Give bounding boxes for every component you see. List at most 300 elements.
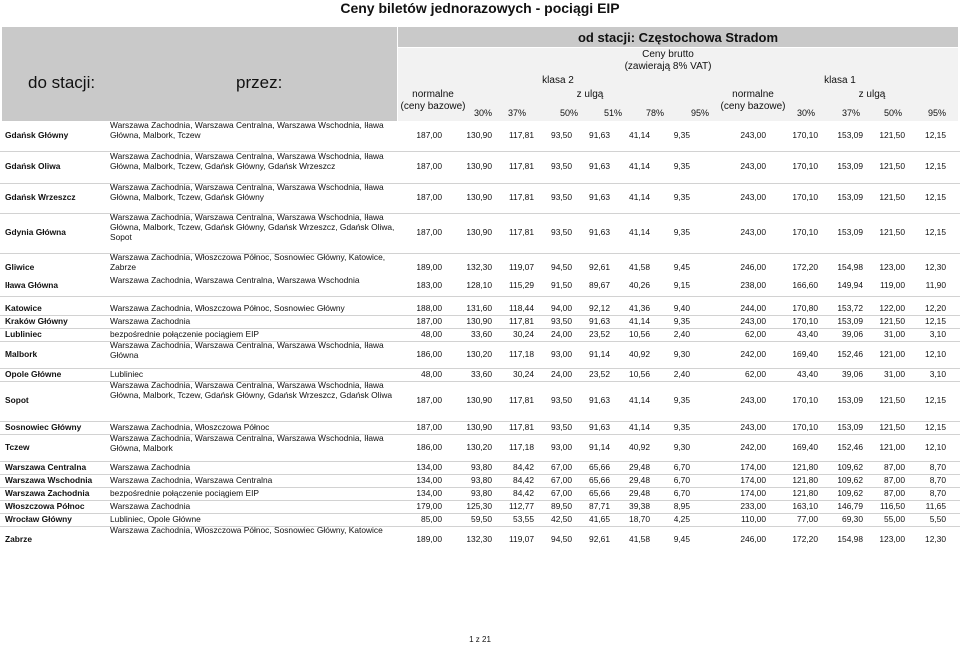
price-cell: 42,50 [551, 513, 572, 524]
price-cell: 187,00 [416, 227, 442, 237]
destination-station: Gdynia Główna [5, 227, 66, 237]
price-cell: 187,00 [416, 395, 442, 405]
route-via: Warszawa Zachodnia, Włoszczowa Północ, Sosnowiec Główny, Katowice, Zabrze [110, 252, 386, 272]
price-cell: 187,00 [416, 315, 442, 326]
price-cell: 186,00 [416, 348, 442, 359]
price-cell: 174,00 [740, 487, 766, 498]
price-cell: 117,81 [509, 130, 534, 140]
price-cell: 115,29 [509, 280, 534, 290]
destination-station: Kraków Główny [5, 315, 68, 326]
price-cell: 91,63 [589, 227, 610, 237]
price-cell: 31,00 [884, 368, 905, 379]
price-cell: 12,15 [925, 395, 946, 405]
price-cell: 121,50 [879, 421, 905, 432]
price-cell: 39,38 [629, 500, 650, 511]
route-via: Warszawa Zachodnia, Warszawa Centralna, Warszawa Wschodnia, Iława Główna, Malbork [110, 433, 384, 453]
price-cell: 65,66 [589, 487, 610, 498]
destination-station: Lubliniec [5, 328, 42, 339]
destination-station: Gdańsk Główny [5, 130, 69, 140]
price-cell: 87,00 [884, 487, 905, 498]
price-cell: 130,90 [466, 130, 492, 140]
price-cell: 8,70 [929, 487, 946, 498]
price-cell: 183,00 [416, 280, 442, 290]
price-cell: 93,50 [551, 395, 572, 405]
price-cell: 109,62 [837, 474, 863, 485]
price-cell: 8,70 [929, 461, 946, 472]
price-cell: 117,81 [509, 421, 534, 432]
price-cell: 153,09 [837, 421, 863, 432]
destination-station: Katowice [5, 302, 42, 313]
route-via: Warszawa Zachodnia, Warszawa Centralna, Warszawa Wschodnia, Iława Główna, Malbork, Tczew [110, 120, 384, 140]
class1-discount-95: 95% [927, 108, 946, 118]
route-via: Lubliniec [110, 368, 144, 379]
price-cell: 12,15 [925, 192, 946, 202]
price-title: Ceny brutto [642, 49, 694, 60]
destination-station: Zabrze [5, 533, 32, 544]
price-cell: 169,40 [792, 441, 818, 452]
price-cell: 121,50 [879, 227, 905, 237]
price-cell: 41,14 [629, 395, 650, 405]
price-cell: 41,14 [629, 421, 650, 432]
price-cell: 4,25 [673, 513, 690, 524]
page-number: 1 z 21 [469, 635, 491, 644]
price-cell: 87,71 [589, 500, 610, 511]
price-cell: 189,00 [416, 533, 442, 544]
price-cell: 186,00 [416, 441, 442, 452]
price-cell: 93,50 [551, 227, 572, 237]
price-cell: 93,80 [471, 461, 492, 472]
price-cell: 6,70 [673, 487, 690, 498]
price-cell: 29,48 [629, 474, 650, 485]
price-cell: 93,50 [551, 192, 572, 202]
destination-station: Włoszczowa Północ [5, 500, 85, 511]
price-cell: 238,00 [740, 280, 766, 290]
price-cell: 130,90 [466, 161, 492, 171]
price-cell: 5,50 [929, 513, 946, 524]
price-cell: 30,24 [513, 328, 534, 339]
price-cell: 9,40 [673, 302, 690, 313]
price-cell: 41,14 [629, 227, 650, 237]
price-cell: 110,00 [741, 513, 766, 524]
destination-station: Iława Główna [5, 280, 59, 290]
price-cell: 242,00 [740, 441, 766, 452]
price-cell: 172,20 [792, 262, 818, 272]
price-cell: 30,24 [513, 368, 534, 379]
price-cell: 121,50 [879, 395, 905, 405]
price-cell: 122,00 [879, 302, 905, 313]
price-cell: 179,00 [416, 500, 442, 511]
price-cell: 170,10 [792, 130, 818, 140]
table-row [0, 461, 960, 475]
table-row [0, 434, 960, 462]
price-cell: 153,09 [837, 395, 863, 405]
destination-station: Sopot [5, 395, 29, 405]
price-cell: 170,10 [792, 421, 818, 432]
price-cell: 41,58 [629, 262, 650, 272]
price-cell: 9,30 [673, 348, 690, 359]
class1-discount-37: 37% [841, 108, 860, 118]
price-cell: 12,30 [925, 533, 946, 544]
price-cell: 134,00 [416, 474, 442, 485]
price-cell: 48,00 [421, 328, 442, 339]
price-cell: 123,00 [879, 533, 905, 544]
price-cell: 246,00 [740, 262, 766, 272]
price-cell: 33,60 [471, 328, 492, 339]
price-cell: 40,92 [629, 441, 650, 452]
route-via: bezpośrednie połączenie pociągiem EIP [110, 328, 259, 339]
price-cell: 9,30 [673, 441, 690, 452]
price-cell: 119,00 [880, 280, 905, 290]
price-cell: 65,66 [589, 461, 610, 472]
price-cell: 12,30 [925, 262, 946, 272]
price-cell: 12,15 [925, 421, 946, 432]
price-cell: 41,14 [629, 161, 650, 171]
price-cell: 174,00 [740, 474, 766, 485]
price-cell: 9,35 [673, 395, 690, 405]
price-cell: 154,98 [837, 262, 863, 272]
price-cell: 119,07 [509, 262, 534, 272]
price-cell: 85,00 [421, 513, 442, 524]
price-cell: 188,00 [416, 302, 442, 313]
price-cell: 233,00 [740, 500, 766, 511]
class1-discount-50: 50% [883, 108, 902, 118]
price-cell: 92,12 [589, 302, 610, 313]
price-cell: 117,81 [509, 395, 534, 405]
price-cell: 121,50 [879, 161, 905, 171]
price-cell: 121,50 [879, 192, 905, 202]
price-cell: 119,07 [509, 533, 534, 544]
price-cell: 29,48 [629, 461, 650, 472]
price-cell: 117,81 [509, 161, 534, 171]
price-cell: 87,00 [884, 461, 905, 472]
class2-normal-label: normalne [412, 89, 454, 100]
price-cell: 91,63 [589, 192, 610, 202]
price-cell: 12,10 [925, 441, 946, 452]
price-cell: 94,50 [551, 533, 572, 544]
class1-label: klasa 1 [824, 75, 856, 86]
price-cell: 128,10 [466, 280, 492, 290]
price-cell: 246,00 [740, 533, 766, 544]
price-cell: 243,00 [740, 421, 766, 432]
price-cell: 8,95 [673, 500, 690, 511]
route-via: Warszawa Zachodnia [110, 500, 191, 511]
destination-station: Wrocław Główny [5, 513, 72, 524]
destination-station: Sosnowiec Główny [5, 421, 82, 432]
price-cell: 117,81 [509, 192, 534, 202]
price-cell: 132,30 [466, 533, 492, 544]
price-cell: 130,20 [466, 441, 492, 452]
price-cell: 94,00 [551, 302, 572, 313]
price-cell: 130,90 [466, 395, 492, 405]
via-label: przez: [236, 73, 283, 92]
price-cell: 130,90 [466, 315, 492, 326]
table-row [0, 151, 960, 184]
price-cell: 39,06 [842, 368, 863, 379]
destination-station: Opole Główne [5, 368, 62, 379]
price-cell: 59,50 [471, 513, 492, 524]
destination-station: Warszawa Zachodnia [5, 487, 90, 498]
route-via: Warszawa Zachodnia, Warszawa Centralna, Warszawa Wschodnia, Iława Główna, Malbork, Tczew, Gdańsk Główny, Gdańsk Wrzeszcz, Gdańsk Oliwa, Sopot [110, 212, 395, 242]
price-cell: 41,14 [629, 130, 650, 140]
price-cell: 12,15 [925, 315, 946, 326]
price-cell: 84,42 [513, 474, 534, 485]
destination-station: Warszawa Wschodnia [5, 474, 93, 485]
class2-discount-50: 50% [559, 108, 578, 118]
price-cell: 12,20 [925, 302, 946, 313]
price-cell: 170,10 [792, 315, 818, 326]
price-cell: 121,80 [792, 474, 818, 485]
to-station-label: do stacji: [28, 73, 96, 92]
price-cell: 87,00 [884, 474, 905, 485]
price-cell: 23,52 [589, 328, 610, 339]
price-cell: 43,40 [797, 328, 818, 339]
class2-discount-37: 37% [507, 108, 526, 118]
table-row [0, 381, 960, 422]
route-via: Warszawa Zachodnia [110, 315, 191, 326]
price-cell: 112,77 [509, 500, 534, 511]
price-cell: 24,00 [551, 368, 572, 379]
price-cell: 6,70 [673, 461, 690, 472]
price-cell: 9,35 [673, 130, 690, 140]
price-cell: 10,56 [629, 328, 650, 339]
price-cell: 117,81 [509, 227, 534, 237]
price-cell: 118,44 [509, 302, 534, 313]
price-cell: 121,80 [792, 461, 818, 472]
price-cell: 130,90 [466, 192, 492, 202]
price-cell: 67,00 [551, 461, 572, 472]
price-cell: 2,40 [673, 328, 690, 339]
price-cell: 117,18 [509, 348, 534, 359]
price-cell: 131,60 [466, 302, 492, 313]
price-cell: 153,72 [837, 302, 863, 313]
price-cell: 174,00 [740, 461, 766, 472]
document-title: Ceny biletów jednorazowych - pociągi EIP [340, 0, 620, 16]
price-cell: 3,10 [929, 328, 946, 339]
price-cell: 91,63 [589, 421, 610, 432]
price-cell: 40,92 [629, 348, 650, 359]
price-cell: 170,10 [792, 227, 818, 237]
price-cell: 91,63 [589, 395, 610, 405]
price-cell: 67,00 [551, 474, 572, 485]
price-cell: 132,30 [466, 262, 492, 272]
route-via: Warszawa Zachodnia, Warszawa Centralna [110, 474, 273, 485]
price-cell: 134,00 [416, 487, 442, 498]
price-cell: 9,15 [673, 280, 690, 290]
price-cell: 91,50 [551, 280, 572, 290]
price-cell: 243,00 [740, 395, 766, 405]
class2-base-label: (ceny bazowe) [400, 101, 466, 112]
price-cell: 172,20 [792, 533, 818, 544]
price-cell: 10,56 [629, 368, 650, 379]
destination-station: Tczew [5, 441, 30, 452]
price-cell: 170,80 [792, 302, 818, 313]
price-cell: 11,90 [925, 280, 946, 290]
table-row [0, 487, 960, 501]
price-cell: 93,00 [551, 441, 572, 452]
price-cell: 243,00 [740, 315, 766, 326]
price-cell: 117,81 [509, 315, 534, 326]
price-cell: 116,50 [880, 500, 905, 511]
class1-normal-label: normalne [732, 89, 774, 100]
route-via: Warszawa Zachodnia, Warszawa Centralna, Warszawa Wschodnia, Iława Główna, Malbork, Tczew, Gdańsk Główny, Gdańsk Wrzeszcz, Gdańsk Oliwa [110, 380, 393, 400]
table-row [0, 121, 960, 152]
destination-station: Gliwice [5, 262, 35, 272]
price-cell: 121,00 [879, 348, 905, 359]
price-cell: 121,80 [792, 487, 818, 498]
route-via: Warszawa Zachodnia [110, 461, 191, 472]
price-cell: 62,00 [745, 368, 766, 379]
price-cell: 8,70 [929, 474, 946, 485]
table-row [0, 500, 960, 514]
price-cell: 152,46 [837, 348, 863, 359]
price-cell: 170,10 [792, 395, 818, 405]
price-cell: 89,50 [551, 500, 572, 511]
price-cell: 48,00 [421, 368, 442, 379]
price-cell: 93,50 [551, 130, 572, 140]
price-cell: 94,50 [551, 262, 572, 272]
route-via: Lubliniec, Opole Główne [110, 513, 201, 524]
class2-label: klasa 2 [542, 75, 574, 86]
route-via: Warszawa Zachodnia, Warszawa Centralna, Warszawa Wschodnia, Iława Główna [110, 340, 384, 360]
price-cell: 93,50 [551, 161, 572, 171]
class2-discount-95: 95% [690, 108, 709, 118]
price-cell: 9,35 [673, 192, 690, 202]
price-cell: 55,00 [884, 513, 905, 524]
price-cell: 84,42 [513, 487, 534, 498]
price-cell: 130,90 [466, 421, 492, 432]
price-cell: 92,61 [589, 533, 610, 544]
route-via: Warszawa Zachodnia, Włoszczowa Północ, Sosnowiec Główny [110, 302, 345, 313]
price-cell: 6,70 [673, 474, 690, 485]
route-via: Warszawa Zachodnia, Warszawa Centralna, Warszawa Wschodnia [110, 275, 360, 285]
table-row [0, 276, 960, 297]
route-via: Warszawa Zachodnia, Warszawa Centralna, Warszawa Wschodnia, Iława Główna, Malbork, Tczew, Gdańsk Główny [110, 182, 384, 202]
price-cell: 93,80 [471, 487, 492, 498]
price-cell: 130,20 [466, 348, 492, 359]
price-cell: 89,67 [589, 280, 610, 290]
price-cell: 93,50 [551, 421, 572, 432]
route-via: Warszawa Zachodnia, Włoszczowa Północ [110, 421, 270, 432]
table-row [0, 341, 960, 369]
class1-discount-label: z ulgą [858, 89, 886, 100]
price-cell: 12,10 [925, 348, 946, 359]
price-cell: 9,45 [673, 533, 690, 544]
price-cell: 91,63 [589, 315, 610, 326]
table-row [0, 213, 960, 254]
price-cell: 170,10 [792, 192, 818, 202]
table-header [0, 27, 960, 121]
price-cell: 152,46 [837, 441, 863, 452]
price-cell: 121,50 [879, 315, 905, 326]
price-cell: 91,63 [589, 130, 610, 140]
price-cell: 121,00 [879, 441, 905, 452]
route-via: Warszawa Zachodnia, Warszawa Centralna, Warszawa Wschodnia, Iława Główna, Malbork, Tczew, Gdańsk Główny, Gdańsk Wrzeszcz [110, 151, 384, 171]
price-cell: 67,00 [551, 487, 572, 498]
price-cell: 169,40 [792, 348, 818, 359]
price-cell: 41,14 [629, 192, 650, 202]
price-cell: 41,58 [629, 533, 650, 544]
price-cell: 29,48 [629, 487, 650, 498]
price-cell: 91,63 [589, 161, 610, 171]
price-cell: 187,00 [416, 192, 442, 202]
class1-discount-30: 30% [796, 108, 815, 118]
price-cell: 109,62 [837, 487, 863, 498]
class1-base-label: (ceny bazowe) [720, 101, 786, 112]
price-cell: 154,98 [837, 533, 863, 544]
price-cell: 9,35 [673, 315, 690, 326]
price-cell: 187,00 [416, 130, 442, 140]
table-row [0, 474, 960, 488]
price-cell: 243,00 [740, 192, 766, 202]
price-cell: 153,09 [837, 192, 863, 202]
price-cell: 9,35 [673, 161, 690, 171]
price-cell: 153,09 [837, 227, 863, 237]
class2-discount-label: z ulgą [576, 89, 604, 100]
price-cell: 9,35 [673, 421, 690, 432]
price-cell: 134,00 [416, 461, 442, 472]
destination-station: Malbork [5, 348, 38, 359]
class2-discount-51: 51% [603, 108, 622, 118]
class2-discount-78: 78% [645, 108, 664, 118]
price-cell: 12,15 [925, 161, 946, 171]
price-cell: 93,80 [471, 474, 492, 485]
price-cell: 84,42 [513, 461, 534, 472]
price-cell: 153,09 [837, 130, 863, 140]
price-cell: 125,30 [466, 500, 492, 511]
price-cell: 153,09 [837, 315, 863, 326]
price-cell: 39,06 [842, 328, 863, 339]
price-cell: 23,52 [589, 368, 610, 379]
price-cell: 243,00 [740, 161, 766, 171]
price-cell: 3,10 [929, 368, 946, 379]
price-cell: 163,10 [792, 500, 818, 511]
price-cell: 2,40 [673, 368, 690, 379]
class2-discount-30: 30% [473, 108, 492, 118]
price-cell: 243,00 [740, 130, 766, 140]
price-cell: 41,14 [629, 315, 650, 326]
price-cell: 62,00 [745, 328, 766, 339]
price-cell: 243,00 [740, 227, 766, 237]
price-cell: 91,14 [589, 441, 610, 452]
price-cell: 170,10 [792, 161, 818, 171]
table-row [0, 302, 960, 316]
price-cell: 109,62 [837, 461, 863, 472]
price-cell: 69,30 [842, 513, 863, 524]
price-cell: 187,00 [416, 421, 442, 432]
price-cell: 18,70 [629, 513, 650, 524]
price-cell: 65,66 [589, 474, 610, 485]
price-cell: 9,35 [673, 227, 690, 237]
price-cell: 43,40 [797, 368, 818, 379]
price-cell: 130,90 [466, 227, 492, 237]
route-via: bezpośrednie połączenie pociągiem EIP [110, 487, 259, 498]
table-row [0, 315, 960, 329]
price-cell: 189,00 [416, 262, 442, 272]
price-cell: 153,09 [837, 161, 863, 171]
price-cell: 117,18 [509, 441, 534, 452]
price-cell: 11,65 [925, 500, 946, 511]
price-cell: 92,61 [589, 262, 610, 272]
price-cell: 93,00 [551, 348, 572, 359]
price-cell: 121,50 [879, 130, 905, 140]
price-cell: 41,36 [629, 302, 650, 313]
origin-station: od stacji: Częstochowa Stradom [577, 30, 779, 45]
price-cell: 41,65 [589, 513, 610, 524]
price-cell: 242,00 [740, 348, 766, 359]
price-cell: 12,15 [925, 227, 946, 237]
price-cell: 40,26 [629, 280, 650, 290]
price-cell: 77,00 [797, 513, 818, 524]
